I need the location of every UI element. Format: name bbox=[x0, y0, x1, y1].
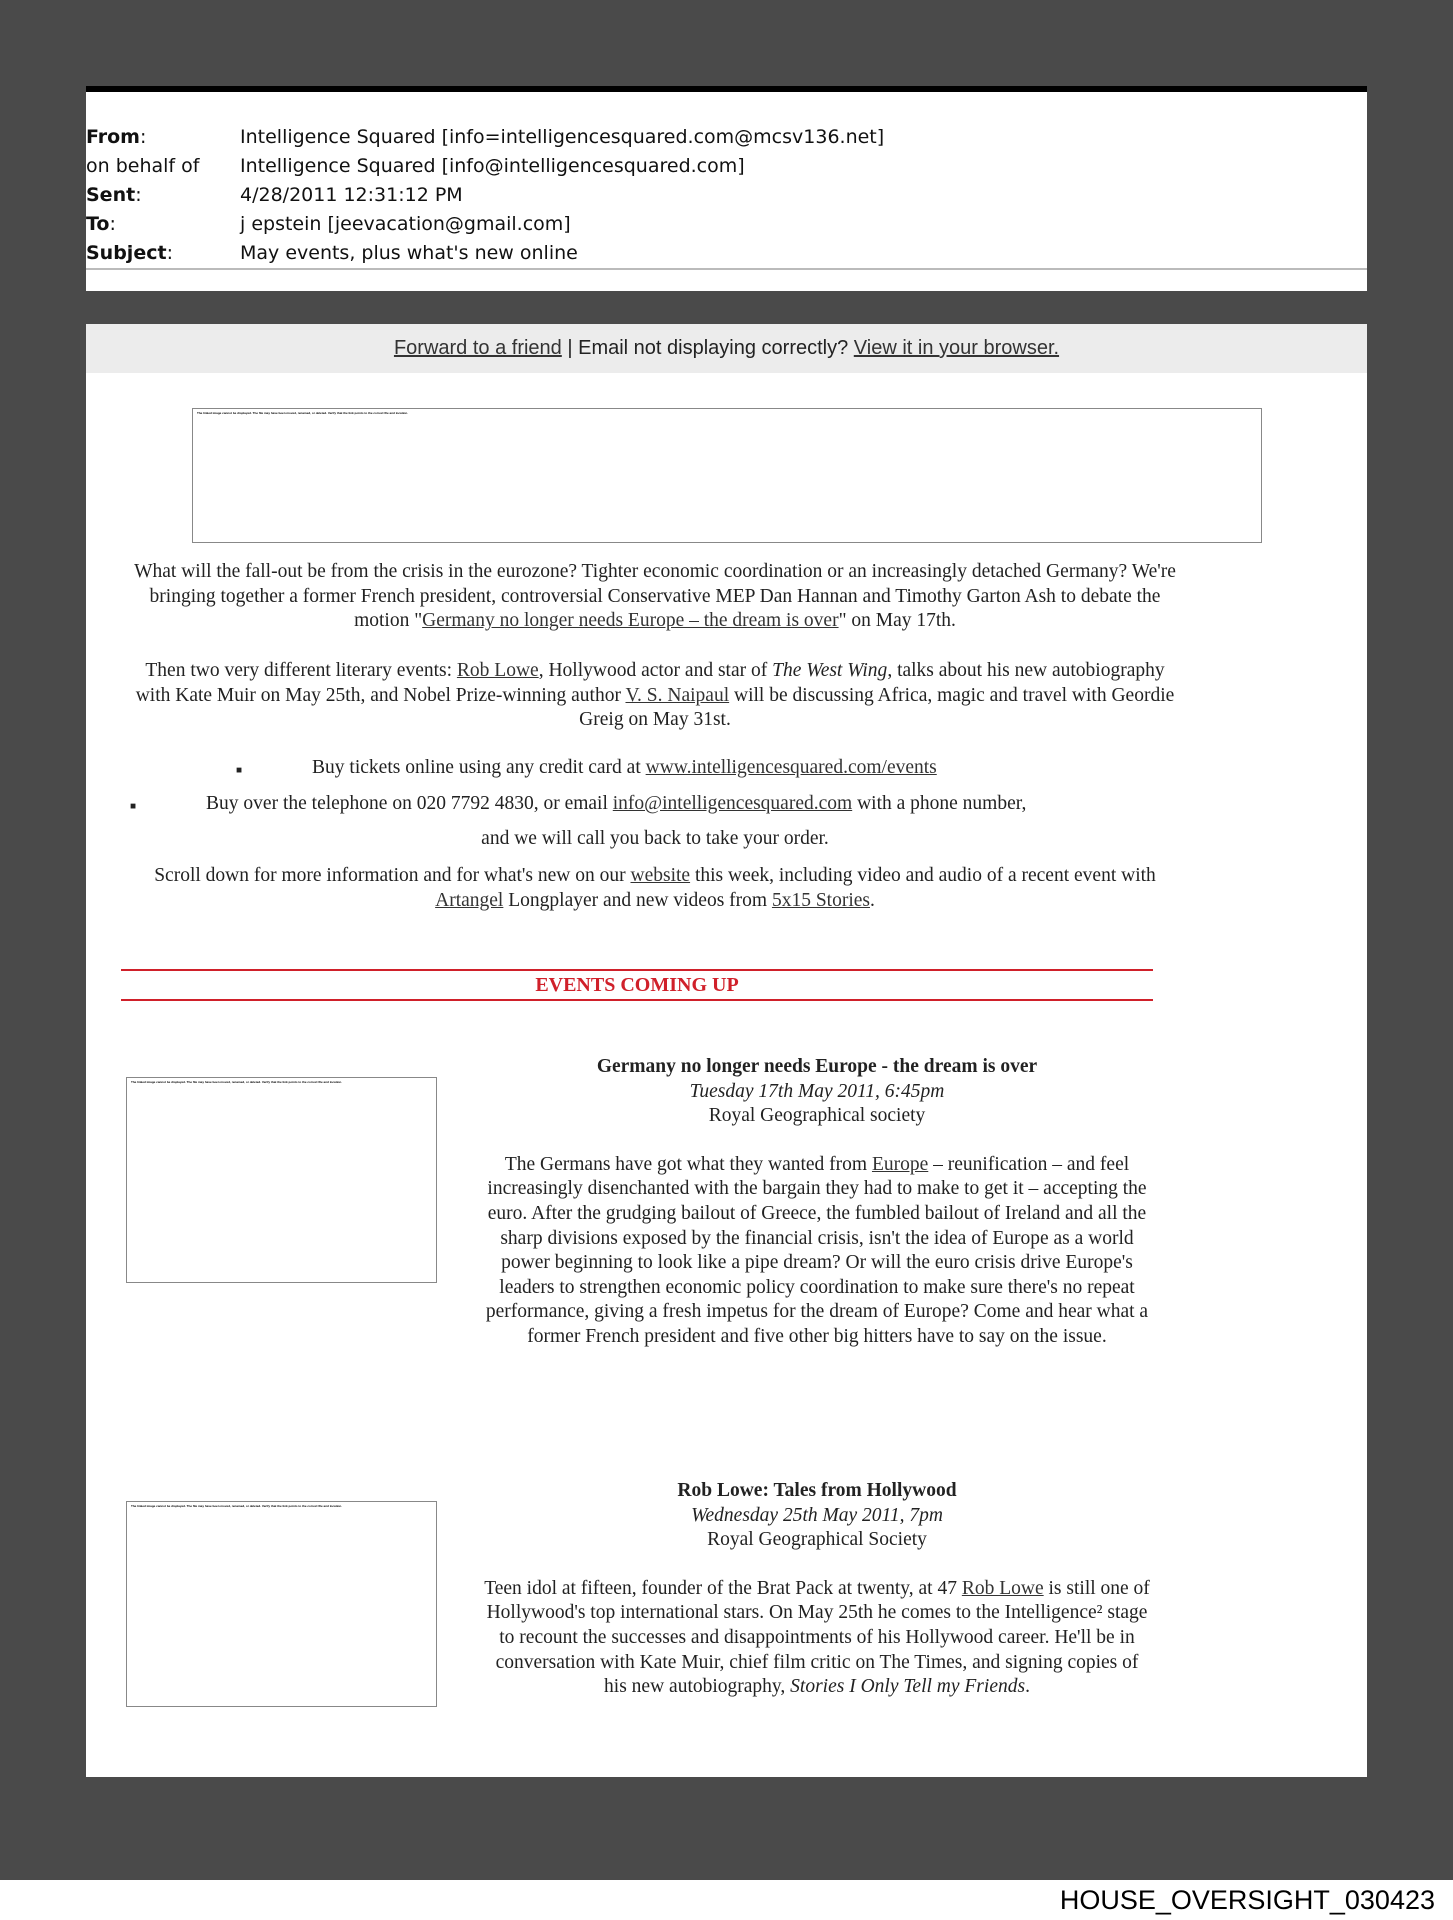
bullet-2-cont: and we will call you back to take your order. bbox=[481, 828, 829, 849]
text: What will the fall-out be from the crisis in the eurozone? Tighter economic coordination or an increasingly detached Germany? We're bringing together a former French president, controversial Conservative MEP Dan Hannan and Timothy Garton Ash to debate the motion " bbox=[134, 561, 1176, 632]
motion-link[interactable]: Germany no longer needs Europe – the dream is over bbox=[422, 610, 839, 632]
broken-image-text: The linked image cannot be displayed. The file may have been moved, renamed, or deleted. Verify that the link points to the correct file and location. bbox=[131, 1504, 343, 1508]
rob-lowe-link[interactable]: Rob Lowe bbox=[456, 660, 539, 681]
header-row-behalf bbox=[86, 151, 884, 180]
text: this week, including video and audio of a recent event with bbox=[690, 865, 1156, 886]
email-body bbox=[86, 324, 1367, 1777]
header-row-to: To: j epstein [jeevacation@gmail.com] bbox=[86, 209, 884, 238]
header-row-from: From: Intelligence Squared [info=intelligencesquared.com@mcsv136.net] bbox=[86, 122, 884, 151]
header-table bbox=[86, 122, 884, 267]
behalf-value: Intelligence Squared [info@intelligencesquared.com] bbox=[240, 154, 745, 177]
text: The Germans have got what they wanted from bbox=[504, 1153, 872, 1175]
broken-image-text: The linked image cannot be displayed. The file may have been moved, renamed, or deleted. Verify that the link points to the correct file and location. bbox=[197, 411, 409, 415]
bullet-1 bbox=[236, 756, 1036, 784]
from-label: From bbox=[86, 125, 140, 148]
text: . bbox=[870, 889, 875, 911]
sent-label: Sent bbox=[86, 183, 136, 206]
band-text: | Email not displaying correctly? bbox=[561, 337, 854, 359]
subject-label: Subject bbox=[86, 241, 167, 264]
bates-number: HOUSE_OVERSIGHT_030423 bbox=[1059, 1885, 1435, 1915]
text: Buy over the telephone on 020 7792 4830, or email bbox=[206, 793, 613, 814]
view-browser-link[interactable]: View it in your browser. bbox=[853, 337, 1060, 359]
text: will be discussing Africa, magic and travel with Geordie Greig on May 31st. bbox=[579, 684, 1175, 731]
europe-link[interactable]: Europe bbox=[871, 1153, 929, 1175]
top-band bbox=[86, 324, 1367, 373]
event-2 bbox=[482, 1479, 1152, 1700]
website-link[interactable]: website bbox=[630, 865, 691, 886]
event-1-description bbox=[482, 1153, 1152, 1350]
text: , Hollywood actor and star of bbox=[538, 660, 773, 681]
rob-lowe-event-link[interactable]: Rob Lowe bbox=[961, 1577, 1044, 1599]
section-header bbox=[121, 969, 1153, 1001]
event-2-venue: Royal Geographical Society bbox=[707, 1529, 927, 1551]
text: Buy tickets online using any credit card at bbox=[312, 757, 646, 778]
sent-value: 4/28/2011 12:31:12 PM bbox=[240, 183, 463, 206]
header-row-sent: Sent: 4/28/2011 12:31:12 PM bbox=[86, 180, 884, 209]
header-divider bbox=[86, 268, 1367, 270]
intro-paragraph-2 bbox=[130, 659, 1180, 733]
text: The West Wing bbox=[772, 660, 888, 681]
to-value: j epstein [jeevacation@gmail.com] bbox=[240, 212, 571, 235]
5x15-link[interactable]: 5x15 Stories bbox=[771, 889, 870, 911]
events-url-link[interactable]: www.intelligencesquared.com/events bbox=[645, 757, 937, 778]
from-value: Intelligence Squared [info=intelligencesquared.com@mcsv136.net] bbox=[240, 125, 885, 148]
event-1-image-placeholder bbox=[126, 1077, 437, 1283]
book-title: Stories I Only Tell my Friends bbox=[790, 1676, 1026, 1698]
header-row-subject: Subject: May events, plus what's new online bbox=[86, 238, 884, 267]
event-1-date: Tuesday 17th May 2011, 6:45pm bbox=[689, 1080, 945, 1102]
event-1-title: Germany no longer needs Europe - the dream is over bbox=[596, 1056, 1038, 1077]
forward-link[interactable]: Forward to a friend bbox=[393, 337, 562, 359]
event-2-image-placeholder bbox=[126, 1501, 437, 1707]
text: Longplayer and new videos from bbox=[503, 889, 772, 911]
naipaul-link[interactable]: V. S. Naipaul bbox=[625, 684, 730, 706]
intro-paragraph-3 bbox=[130, 864, 1180, 913]
artangel-link[interactable]: Artangel bbox=[435, 889, 504, 911]
text: " on May 17th. bbox=[838, 610, 956, 632]
broken-image-text: The linked image cannot be displayed. The file may have been moved, renamed, or deleted. Verify that the link points to the correct file and location. bbox=[131, 1080, 343, 1084]
subject-value: May events, plus what's new online bbox=[240, 241, 578, 264]
text: Teen idol at fifteen, founder of the Brat Pack at twenty, at 47 bbox=[484, 1577, 962, 1599]
text: with a phone number, bbox=[852, 793, 1027, 814]
section-title: EVENTS COMING UP bbox=[535, 974, 739, 996]
text: Scroll down for more information and for what's new on our bbox=[154, 865, 631, 886]
text: . bbox=[1025, 1676, 1030, 1698]
bullet-2 bbox=[130, 792, 1210, 820]
to-label: To bbox=[86, 212, 110, 235]
event-1-venue: Royal Geographical society bbox=[708, 1105, 926, 1127]
text: is still one of Hollywood's top international stars. On May 25th he comes to the Intelligence² stage to recount the successes and disappointments of his Hollywood career. He'll be in conversation with Kate Muir, chief film critic on The Times, and signing copies of his new autobiography, bbox=[486, 1577, 1150, 1698]
event-2-title: Rob Lowe: Tales from Hollywood bbox=[677, 1480, 957, 1501]
email-header bbox=[86, 86, 1367, 291]
intro-paragraph-1 bbox=[130, 560, 1180, 634]
text: – reunification – and feel increasingly disenchanted with the bargain they had to make to get it – accepting the euro. After the grudging bailout of Greece, the fumbled bailout of Ireland and all the sharp divisions exposed by the financial crisis, isn't the idea of Europe as a world power beginning to look like a pipe dream? Or will the euro crisis drive Europe's leaders to strengthen economic policy coordination to make sure there's no repeat performance, giving a fresh impetus for the dream of Europe? Come and hear what a former French president and five other big hitters have to say on the issue. bbox=[485, 1153, 1149, 1347]
bullet-icon: ■ bbox=[236, 765, 243, 776]
bullet-icon: ■ bbox=[130, 801, 137, 812]
text: , talks about his new autobiography with Kate Muir on May 25th, and Nobel Prize-winning author bbox=[135, 660, 1165, 706]
text: Then two very different literary events: bbox=[145, 660, 457, 681]
event-1 bbox=[482, 1055, 1152, 1350]
behalf-label: on behalf of bbox=[86, 154, 200, 177]
event-2-date: Wednesday 25th May 2011, 7pm bbox=[691, 1504, 943, 1526]
banner-image-placeholder bbox=[192, 408, 1262, 543]
event-2-description bbox=[482, 1577, 1152, 1700]
email-link[interactable]: info@intelligencesquared.com bbox=[612, 793, 853, 814]
